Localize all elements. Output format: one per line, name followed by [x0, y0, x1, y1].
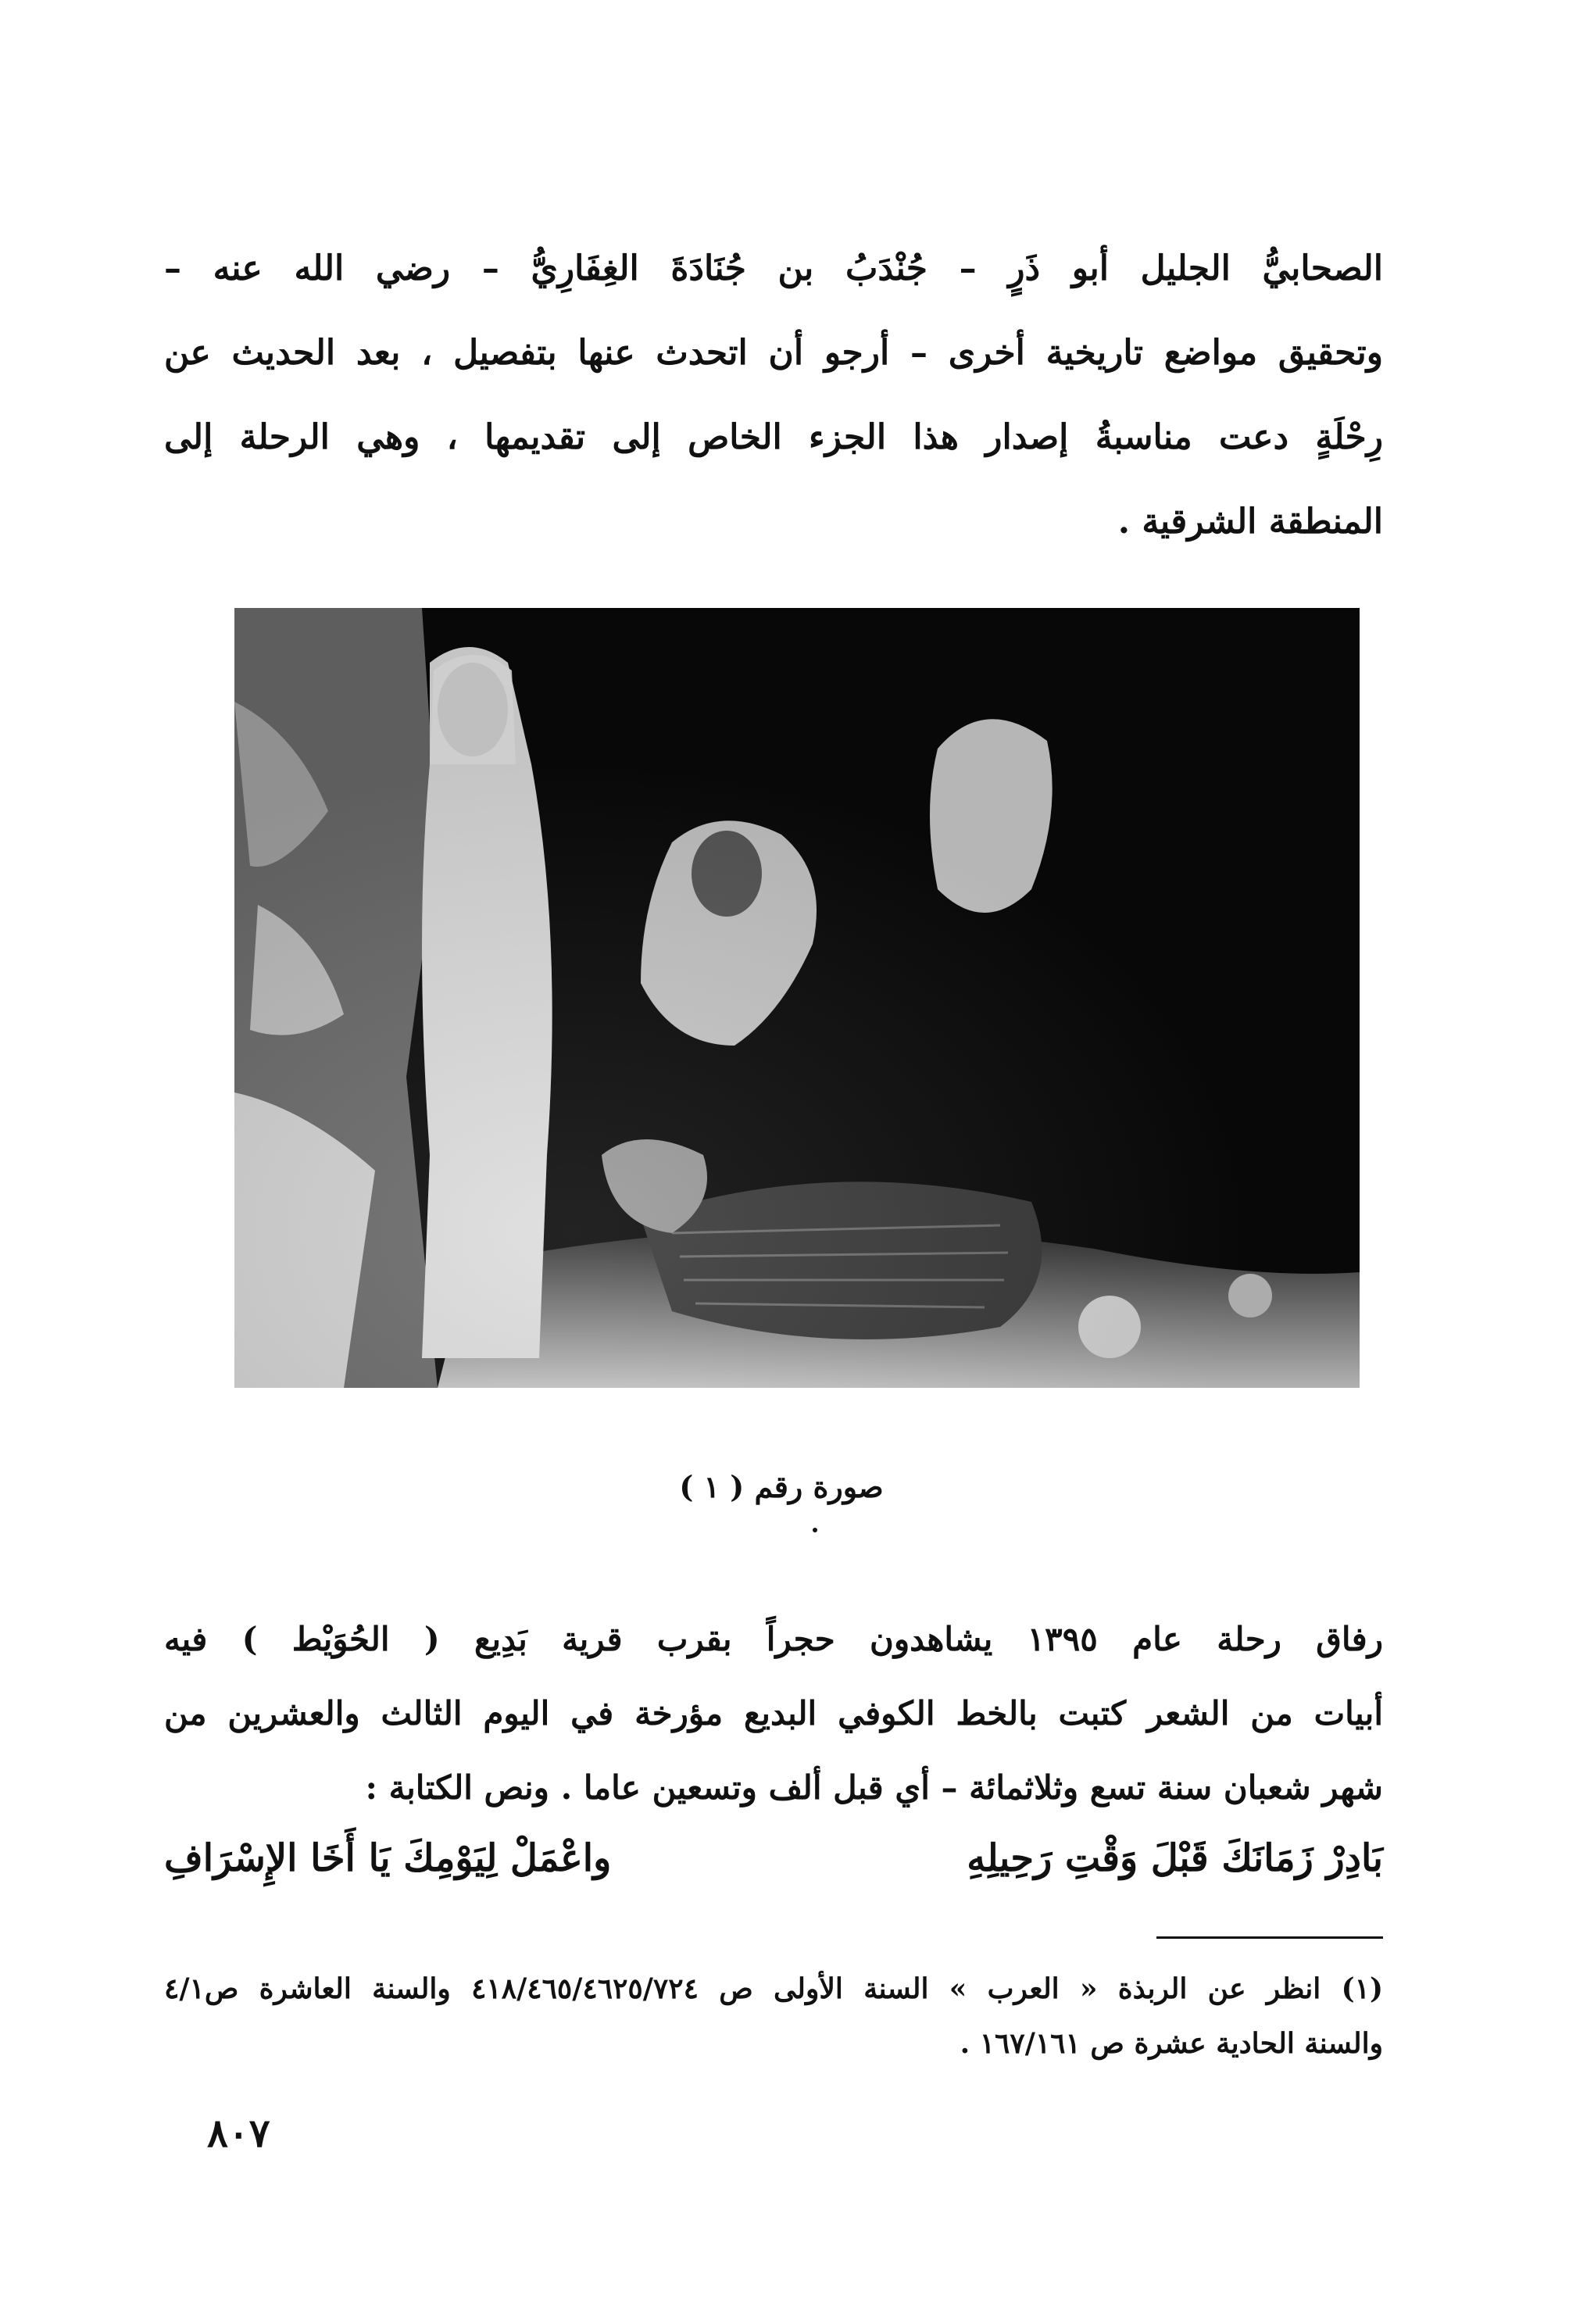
photo-graphic: [234, 608, 1360, 1388]
text-line: رِحْلَةٍ دعت مناسبةُ إصدار هذا الجزء الخاص إلى تقديمها ، وهي الرحلة إلى: [164, 417, 1383, 457]
poetry-verse: [164, 1836, 1383, 1907]
text-line: شهر شعبان سنة تسع وثلاثمائة – أي قبل ألف وتسعين عاما . ونص الكتابة :: [365, 1768, 1383, 1807]
historical-photograph: [234, 608, 1360, 1388]
text-line: المنطقة الشرقية .: [1117, 502, 1383, 542]
photo-description-paragraph: [164, 1602, 1383, 1825]
text-line: الصحابيُّ الجليل أبو ذَرٍ – جُنْدَبُ بن جُنَادَةَ الغِفَارِيُّ – رضي الله عنه –: [164, 248, 1383, 288]
footnote-line: والسنة الحادية عشرة ص ١٦٧/١٦١ .: [960, 2027, 1383, 2060]
decorative-dot: [813, 1528, 817, 1532]
footnote-separator: [1156, 1936, 1383, 1939]
footnote-line: (١) انظر عن الربذة « العرب » السنة الأولى ص ٤١٨/٤٦٥/٤٦٢٥/٧٢٤ والسنة العاشرة ص٤/١: [164, 1972, 1384, 2005]
page-number: ٨٠٧: [207, 2110, 270, 2156]
verse-first-hemistich: بَادِرْ زَمَانَكَ قَبْلَ وَقْتِ رَحِيلِهِ: [967, 1836, 1383, 1880]
footnotes: [164, 1961, 1383, 2071]
intro-paragraph: [164, 227, 1383, 564]
text-line: وتحقيق مواضع تاريخية أخرى – أرجو أن اتحدث عنها بتفصيل ، بعد الحديث عن: [164, 333, 1383, 373]
text-line: رفاق رحلة عام ١٣٩٥ يشاهدون حجراً بقرب قرية بَدِيع ( الحُوَيْط ) فيه: [164, 1620, 1383, 1658]
verse-second-hemistich: واعْمَلْ لِيَوْمِكَ يَا أَخَا الإِسْرَافِ: [164, 1836, 612, 1880]
photo-caption: صورة رقم ( ١ ): [679, 1469, 884, 1504]
text-line: أبيات من الشعر كتبت بالخط الكوفي البديع مؤرخة في اليوم الثالث والعشرين من: [164, 1694, 1383, 1732]
